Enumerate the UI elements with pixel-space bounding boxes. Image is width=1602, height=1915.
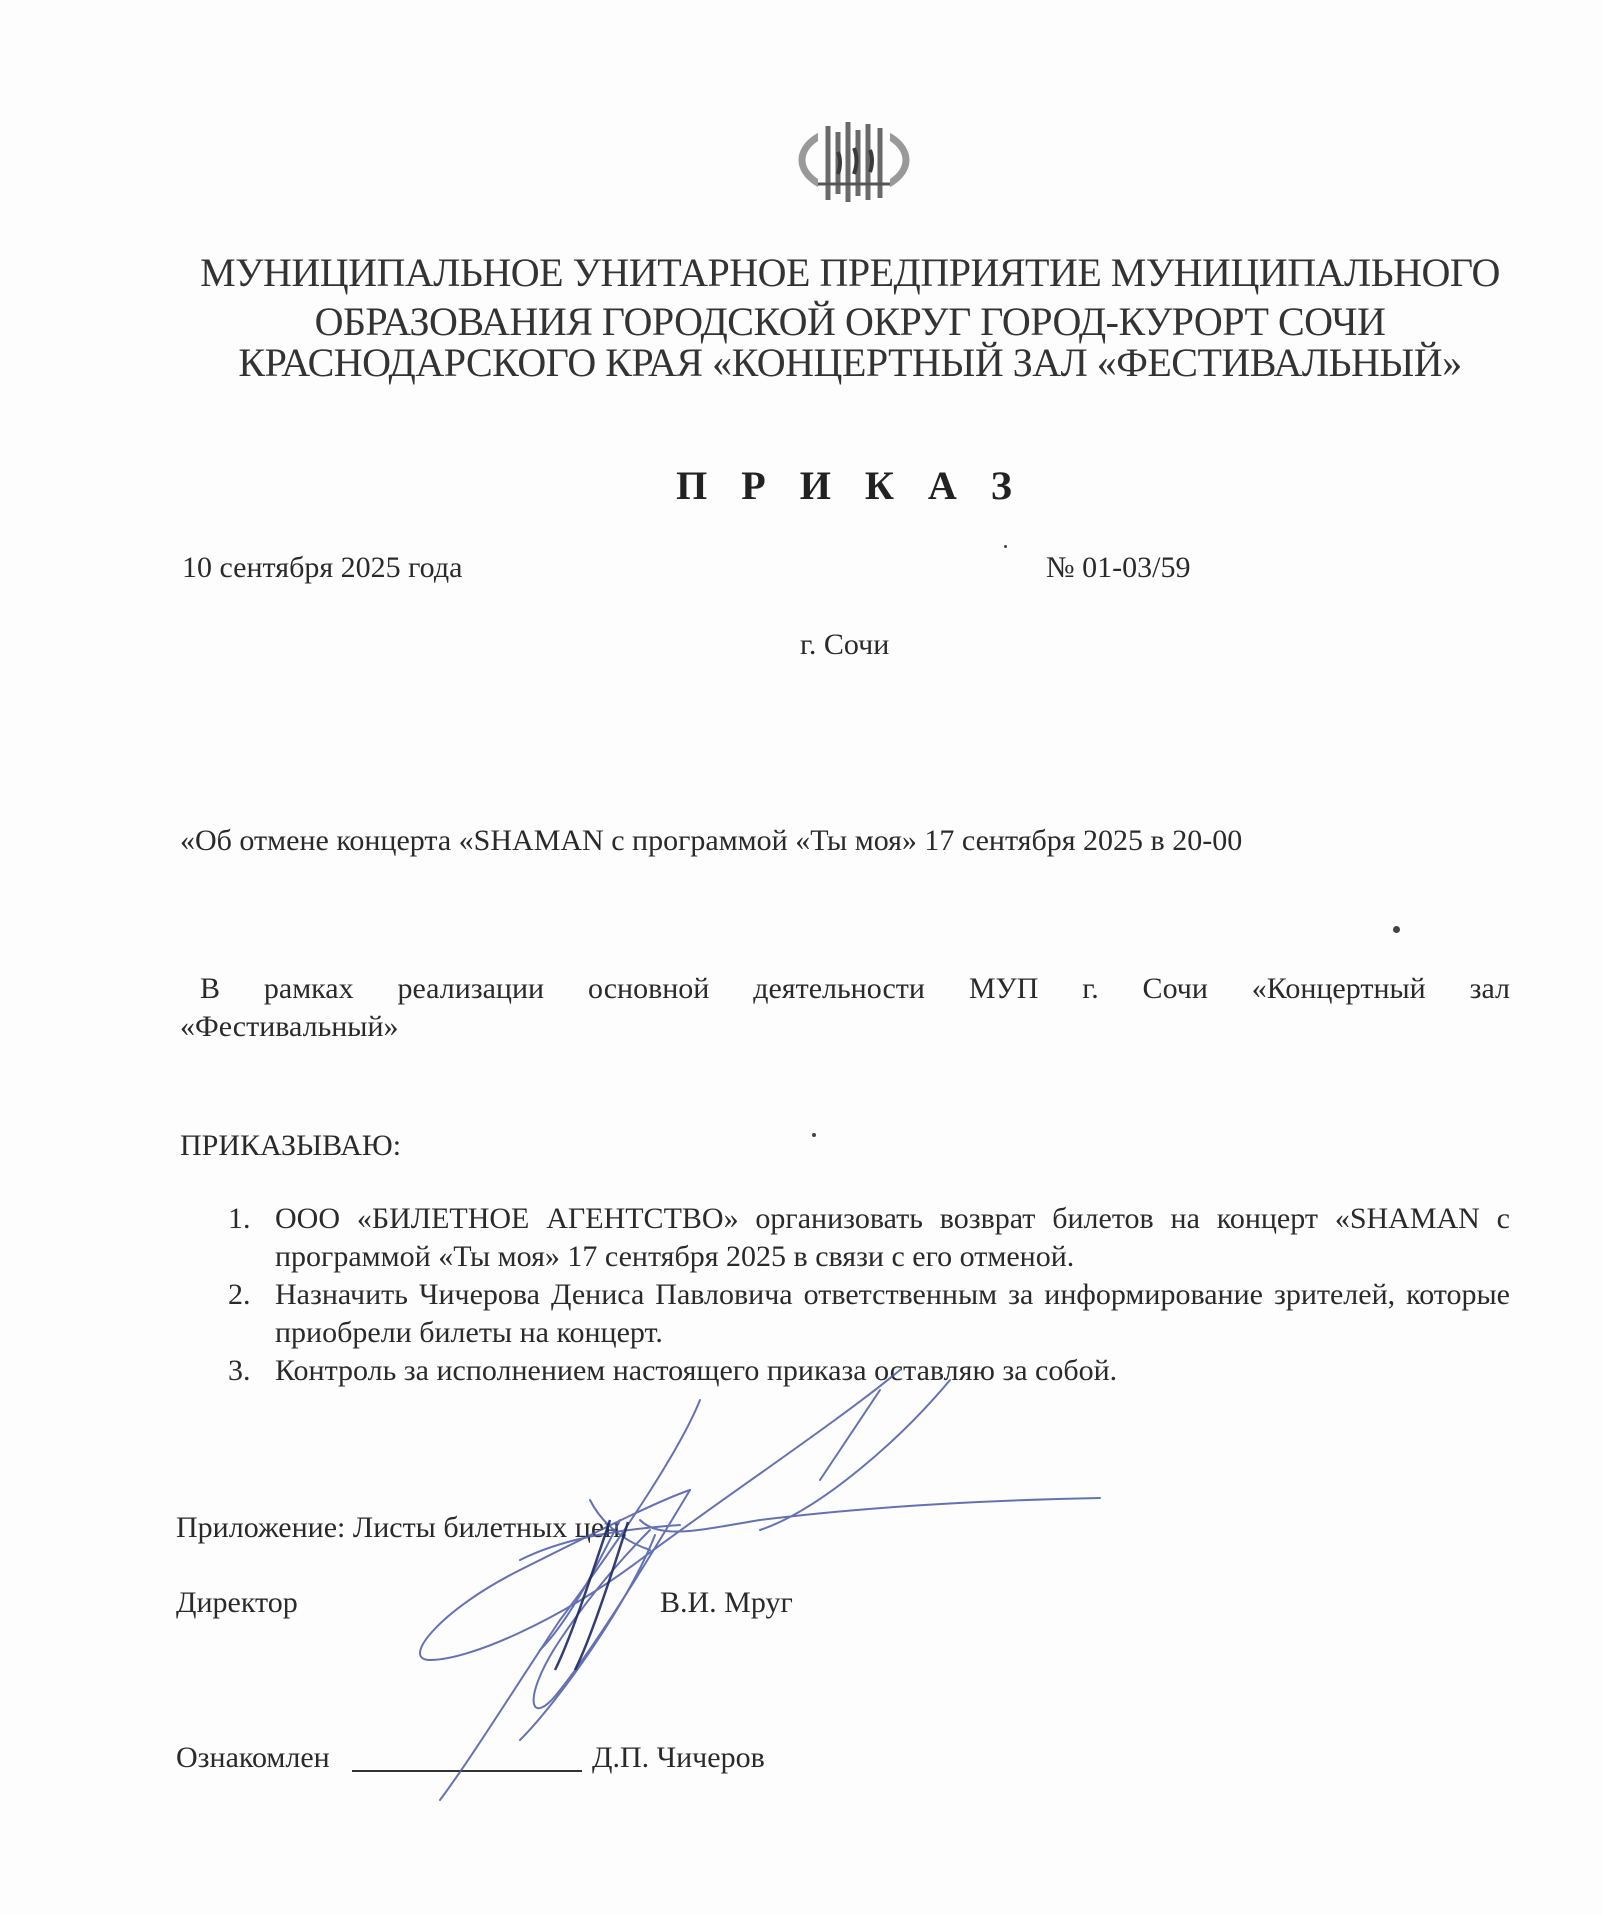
director-label: Директор xyxy=(176,1586,298,1619)
scan-speck xyxy=(812,1133,816,1137)
list-item-number: 1. xyxy=(228,1202,251,1235)
order-city: г. Сочи xyxy=(800,628,890,661)
list-item xyxy=(180,1276,1510,1352)
scan-speck xyxy=(1393,926,1400,933)
director-name: В.И. Мруг xyxy=(660,1586,793,1619)
concert-hall-emblem-icon xyxy=(798,112,910,212)
list-item xyxy=(180,1352,1510,1390)
acquainted-signature-line xyxy=(352,1770,582,1772)
order-number: № 01-03/59 xyxy=(1046,551,1191,584)
preamble-line-2: «Фестивальный» xyxy=(180,1010,399,1043)
list-item xyxy=(180,1200,1510,1276)
list-item-number: 3. xyxy=(228,1354,251,1387)
document-title: П Р И К А З xyxy=(676,463,1024,508)
organization-name-line-2: ОБРАЗОВАНИЯ ГОРОДСКОЙ ОКРУГ ГОРОД-КУРОРТ СОЧИ xyxy=(314,299,1386,344)
list-item-text: Назначить Чичерова Дениса Павловича ответственным за информирование зрителей, которые приобрели билеты на концерт. xyxy=(275,1278,1510,1349)
organization-name-line-1: МУНИЦИПАЛЬНОЕ УНИТАРНОЕ ПРЕДПРИЯТИЕ МУНИЦИПАЛЬНОГО xyxy=(200,250,1500,295)
scan-speck xyxy=(1004,545,1007,548)
order-items-list xyxy=(180,1200,1510,1390)
order-date: 10 сентября 2025 года xyxy=(182,551,463,584)
order-subject: «Об отмене концерта «SHAMAN с программой «Ты моя» 17 сентября 2025 в 20-00 xyxy=(180,824,1243,857)
list-item-text: ООО «БИЛЕТНОЕ АГЕНТСТВО» организовать возврат билетов на концерт «SHAMAN с программой «Ты моя» 17 сентября 2025 в связи с его отменой. xyxy=(275,1202,1510,1273)
acquainted-name: Д.П. Чичеров xyxy=(592,1741,765,1774)
appendix-note: Приложение: Листы билетных цен. xyxy=(176,1511,628,1544)
organization-name-line-3: КРАСНОДАРСКОГО КРАЯ «КОНЦЕРТНЫЙ ЗАЛ «ФЕСТИВАЛЬНЫЙ» xyxy=(238,340,1462,385)
order-directive-heading: ПРИКАЗЫВАЮ: xyxy=(180,1129,402,1162)
preamble-line-1: В рамках реализации основной деятельности МУП г. Сочи «Концертный зал xyxy=(200,972,1510,1005)
list-item-text: Контроль за исполнением настоящего приказа оставляю за собой. xyxy=(275,1354,1118,1387)
order-preamble xyxy=(180,970,1510,1046)
list-item-number: 2. xyxy=(228,1278,251,1311)
acquainted-label: Ознакомлен xyxy=(176,1741,330,1774)
